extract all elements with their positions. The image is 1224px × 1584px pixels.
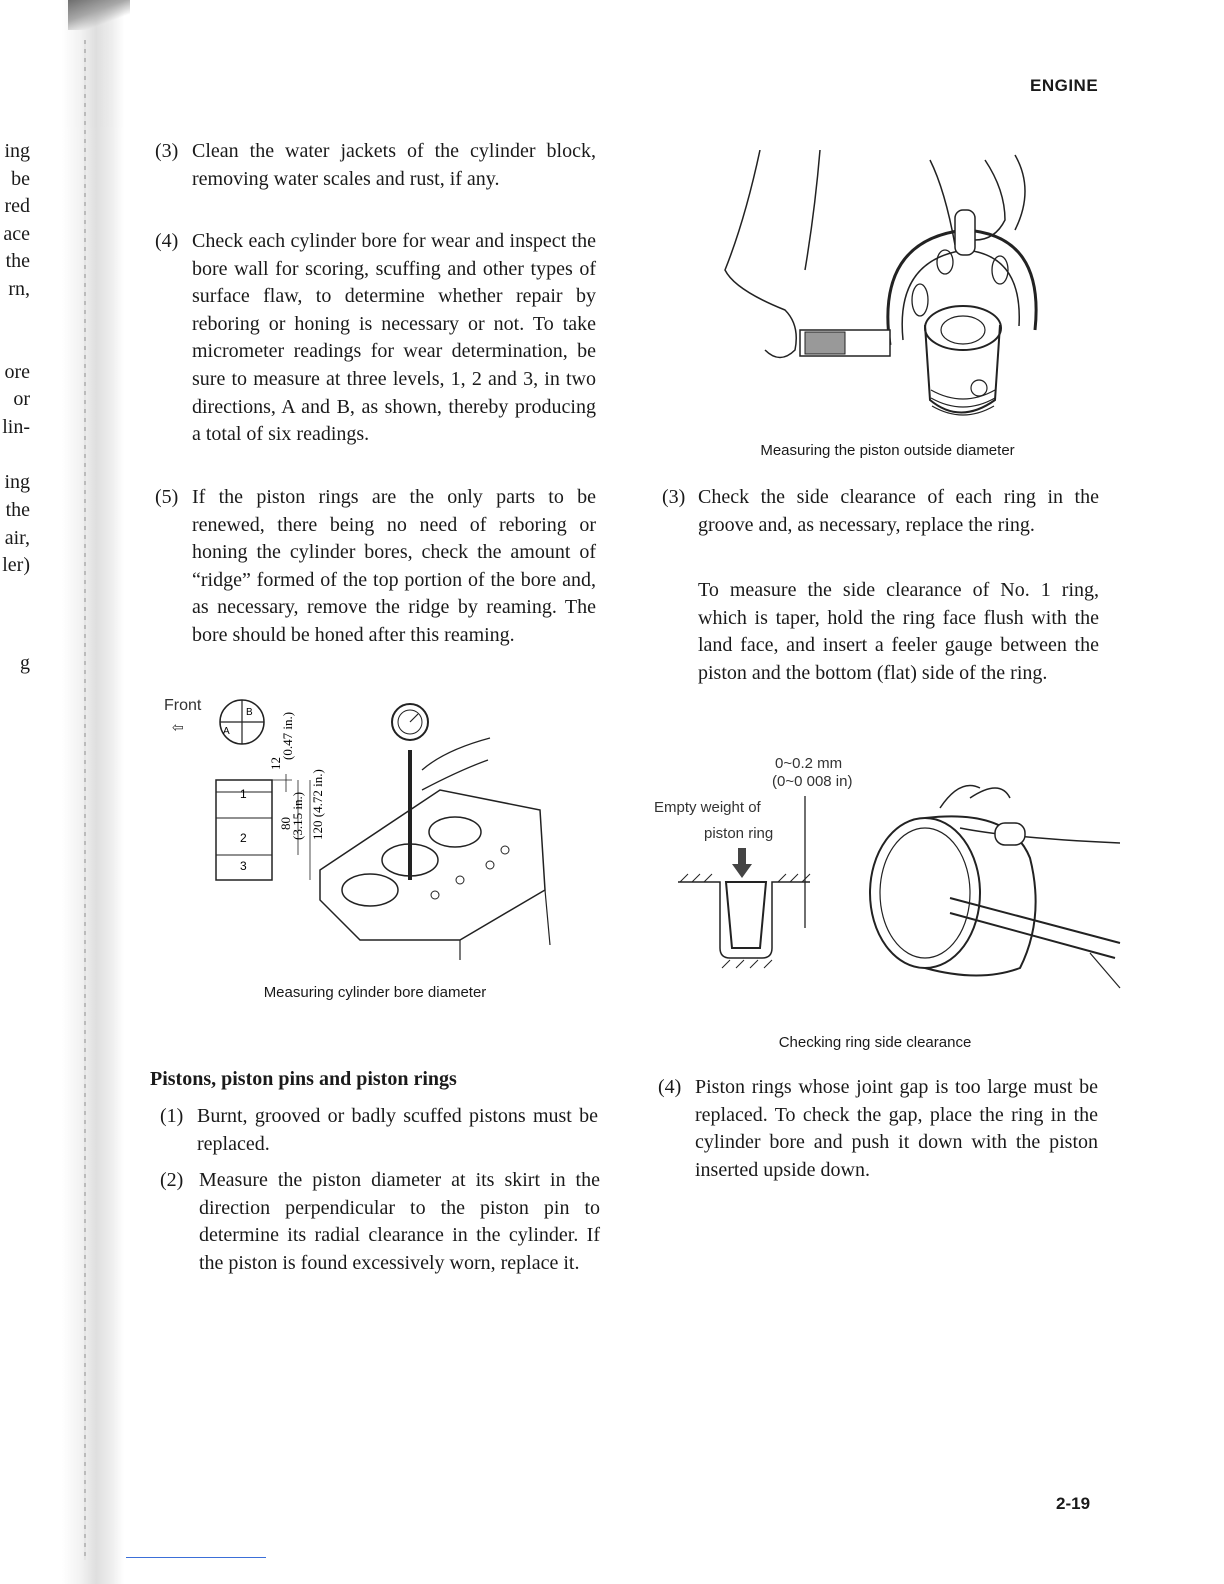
instruction-paragraph: To measure the side clearance of No. 1 ring, which is taper, hold the ring face flush with the land face, and insert a feeler gauge between the piston and the bottom (flat) side of the ring. (698, 579, 1099, 684)
margin-fragment: or (13, 388, 30, 411)
dim-12: 12 (268, 757, 283, 770)
instruction-item (658, 1074, 1098, 1184)
item-text: Check each cylinder bore for wear and inspect the bore wall for scoring, scuffing and other types of surface flaw, to determine whether repair by reboring or honing is necessary or not. To take micrometer readings for wear determination, be sure to measure at three levels, 1, 2 and 3, in two directions, A and B, as shown, thereby producing a total of six readings. (192, 230, 596, 446)
dim-12-inches: (0.47 in.) (280, 711, 295, 760)
dim-120: 120 (4.72 in.) (310, 769, 325, 840)
item-number: (3) (662, 486, 686, 508)
instruction-item (155, 138, 596, 193)
figure-caption: Measuring cylinder bore diameter (263, 984, 487, 1001)
item-text: If the piston rings are the only parts to be renewed, there being no need of reboring or honing the cylinder bores, check the amount of “ridge” formed of the top portion of the bore and, as necessary, remove the ridge by reaming. The bore should be honed after this reaming. (192, 486, 596, 646)
dim-80-inches: (3.15 in.) (290, 791, 305, 840)
item-number: (2) (160, 1169, 184, 1191)
direction-b-label: B (246, 707, 253, 718)
level-1-label: 1 (240, 787, 247, 801)
margin-fragment: lin- (2, 415, 30, 438)
margin-fragment: air, (4, 526, 30, 549)
instruction-item (662, 484, 1099, 539)
figure-bore-diagram (160, 690, 560, 970)
hand-icon (422, 738, 490, 790)
item-number: (5) (155, 486, 179, 508)
figure-micrometer (705, 150, 1045, 435)
figure-caption: Checking ring side clearance (778, 1034, 972, 1051)
level-3-label: 3 (240, 859, 247, 873)
item-number: (1) (160, 1105, 184, 1127)
front-label: Front (164, 697, 202, 714)
piston-icon (870, 818, 980, 968)
section-heading: Pistons, piston pins and piston rings (150, 1068, 457, 1090)
margin-fragment: ace (3, 222, 30, 245)
item-text: Measure the piston diameter at its skirt in the direction perpendicular to the piston pin to determine its radial clearance in the cylinder. If the piston is found excessively worn, replace it. (199, 1169, 600, 1274)
direction-a-label: A (223, 726, 230, 737)
margin-fragment: the (5, 250, 30, 273)
instruction-item (155, 228, 596, 449)
item-number: (3) (155, 140, 179, 162)
margin-fragment: g (20, 651, 30, 674)
margin-fragment: the (5, 498, 30, 521)
front-arrow-icon: ⇦ (172, 719, 184, 735)
margin-fragment: be (11, 167, 30, 190)
item-number: (4) (658, 1076, 682, 1098)
instruction-item (155, 484, 596, 650)
margin-fragment: ler) (2, 554, 30, 577)
binding-gutter-shadow (62, 0, 124, 1584)
item-number: (4) (155, 230, 179, 252)
margin-fragment: ore (4, 360, 30, 383)
cylinder-block-icon (320, 790, 545, 940)
item-text: Clean the water jackets of the cylinder block, removing water scales and rust, if any. (192, 140, 596, 190)
previous-page-margin (0, 138, 30, 677)
clearance-in-label: (0~0 008 in) (772, 773, 853, 790)
item-text: Check the side clearance of each ring in the groove and, as necessary, replace the ring. (698, 486, 1099, 536)
clearance-mm-label: 0~0.2 mm (775, 755, 843, 772)
bottom-rule (126, 1557, 266, 1558)
ring-groove-icon (678, 882, 810, 958)
weight-label-line2: piston ring (704, 825, 774, 842)
level-2-label: 2 (240, 831, 247, 845)
left-hand-icon (725, 150, 820, 358)
instruction-item (160, 1167, 600, 1277)
instruction-item (160, 1103, 598, 1158)
figure-ring-clearance (650, 748, 1125, 998)
margin-fragment: rn, (8, 277, 30, 300)
margin-fragment: red (4, 195, 30, 218)
weight-label-line1: Empty weight of (654, 799, 761, 816)
margin-fragment: ing (4, 140, 30, 162)
dim-80: 80 (278, 817, 293, 830)
item-text: Piston rings whose joint gap is too large must be replaced. To check the gap, place the ring in the cylinder bore and push it down with the piston inserted upside down. (695, 1076, 1098, 1181)
figure-caption: Measuring the piston outside diameter (760, 442, 1015, 459)
item-text: Burnt, grooved or badly scuffed pistons must be replaced. (197, 1105, 598, 1155)
down-arrow-icon (738, 848, 746, 864)
margin-fragment: ing (4, 471, 30, 494)
hand-icon (940, 786, 1120, 844)
section-header: ENGINE (1030, 76, 1099, 95)
page-number: 2-19 (1056, 1494, 1091, 1513)
page-edge (84, 40, 86, 1560)
